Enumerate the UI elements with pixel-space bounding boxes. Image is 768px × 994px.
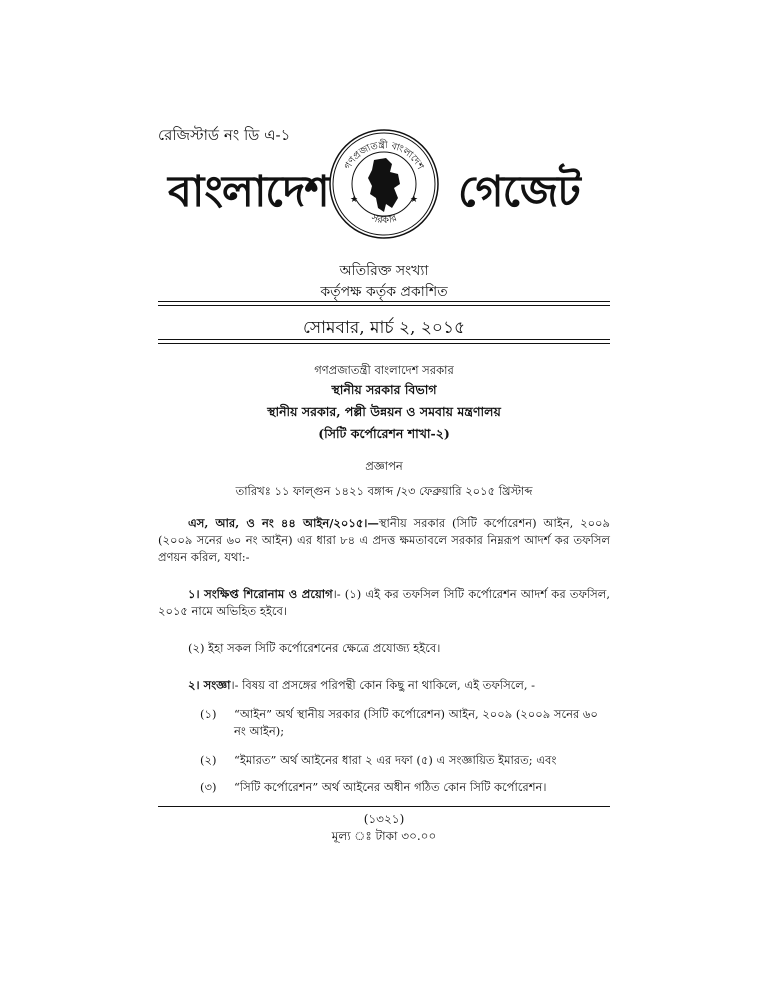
- section-1-subsection-2: (২) ইহা সকল সিটি কর্পোরেশনের ক্ষেত্রে প্রযোজ্য হইবে।: [188, 641, 441, 655]
- intro-paragraph: [158, 515, 610, 566]
- definition-number: (৩): [200, 780, 217, 794]
- definition-item: [200, 752, 610, 769]
- masthead-gazette: গেজেট: [458, 167, 580, 217]
- sro-reference: এস, আর, ও নং ৪৪ আইন/২০১৫।—: [188, 516, 379, 530]
- seal-star-icon: ★: [350, 195, 359, 205]
- definition-text: “ইমারত” অর্থ আইনের ধারা ২ এর দফা (৫) এ সংজ্ঞায়িত ইমারত; এবং: [234, 753, 557, 767]
- government-name: গণপ্রজাতন্ত্রী বাংলাদেশ সরকার: [314, 363, 454, 377]
- definition-item: [200, 779, 610, 796]
- extra-issue-label: অতিরিক্ত সংখ্যা: [339, 263, 429, 279]
- definition-number: (১): [200, 707, 217, 721]
- divider: [158, 339, 610, 340]
- registration-number: রেজিস্টার্ড নং ডি এ-১: [158, 126, 291, 144]
- seal-bottom-text: সরকার: [369, 212, 399, 227]
- masthead-bangladesh: বাংলাদেশ: [168, 167, 329, 217]
- department-name: স্থানীয় সরকার বিভাগ: [331, 382, 437, 397]
- section-1-text: ।- (১) এই কর তফসিল সিটি কর্পোরেশন আদর্শ কর তফসিল, ২০১৫ নামে অভিহিত হইবে।: [158, 587, 610, 618]
- footer-divider: [158, 806, 610, 807]
- definition-number: (২): [200, 753, 217, 767]
- ministry-name: স্থানীয় সরকার, পল্লী উন্নয়ন ও সমবায় মন্ত্রণালয়: [267, 404, 501, 419]
- definition-text: “আইন” অর্থ স্থানীয় সরকার (সিটি কর্পোরেশন) আইন, ২০০৯ (২০০৯ সনের ৬০ নং আইন);: [234, 707, 598, 738]
- seal-star-icon: ★: [410, 195, 419, 205]
- section-1-heading: ১। সংক্ষিপ্ত শিরোনাম ও প্রয়োগ: [188, 587, 333, 601]
- seal-top-text: গণপ্রজাতন্ত্রী বাংলাদেশ: [342, 139, 426, 172]
- authority-label: কর্তৃপক্ষ কর্তৃক প্রকাশিত: [320, 284, 448, 300]
- section-2: [158, 677, 610, 694]
- page-number: (১৩২১): [363, 812, 405, 826]
- section-2-text: ।- বিষয় বা প্রসঙ্গের পরিপন্থী কোন কিছু না থাকিলে, এই তফসিলে, -: [230, 678, 536, 692]
- intro-text: স্থানীয় সরকার (সিটি কর্পোরেশন) আইন, ২০০৯ (২০০৯ সনের ৬০ নং আইন) এর ধারা ৮৪ এ প্রদত্ত ক্ষমতাবলে সরকার নিম্নরূপ আদর্শ কর তফসিল প্রণয়ন করিল, যথা:-: [158, 516, 610, 564]
- definition-item: [200, 706, 610, 740]
- government-seal-icon: [328, 128, 440, 240]
- definition-text: “সিটি কর্পোরেশন” অর্থ আইনের অধীন গঠিত কোন সিটি কর্পোরেশন।: [234, 780, 547, 794]
- issue-date: সোমবার, মার্চ ২, ২০১৫: [302, 318, 466, 338]
- divider: [158, 305, 610, 306]
- notification-date: তারিখঃ ১১ ফাল্গুন ১৪২১ বঙ্গাব্দ /২৩ ফেব্রুয়ারি ২০১৫ খ্রিস্টাব্দ: [235, 484, 533, 498]
- branch-name: (সিটি কর্পোরেশন শাখা-২): [318, 426, 450, 441]
- notification-heading: প্রজ্ঞাপন: [365, 459, 403, 473]
- price-label: মূল্য ঃ টাকা ৩০.০০: [331, 829, 437, 843]
- divider: [158, 301, 610, 302]
- section-2-heading: ২। সংজ্ঞা: [188, 678, 231, 692]
- divider: [158, 343, 610, 344]
- section-1: [158, 586, 610, 620]
